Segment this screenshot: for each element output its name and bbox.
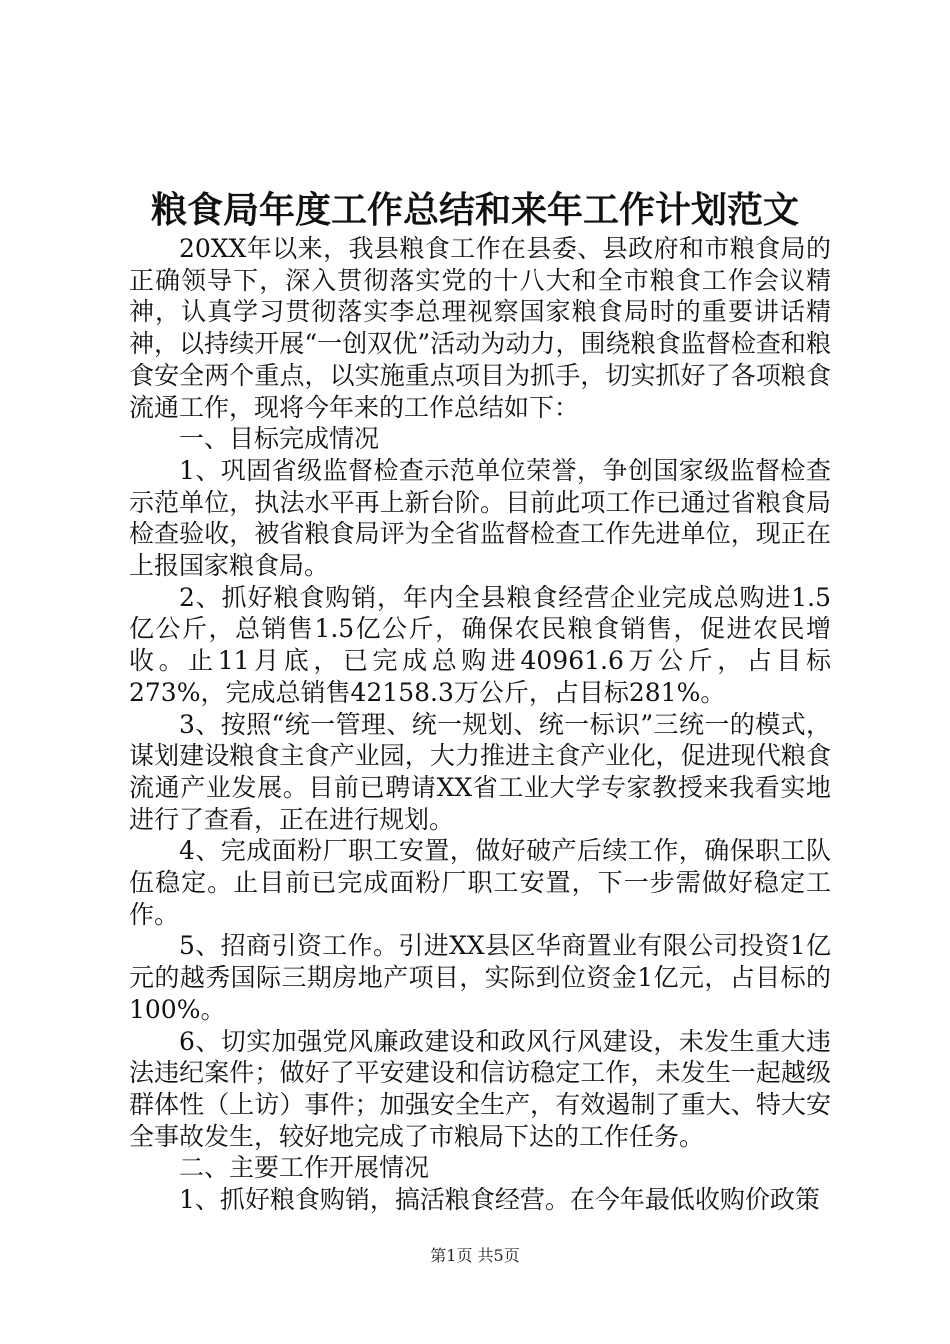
document-body (129, 233, 831, 1216)
intro-paragraph: 20XX年以来，我县粮食工作在县委、县政府和市粮食局的正确领导下，深入贯彻落实党的十八大和全市粮食工作会议精神，认真学习贯彻落实李总理视察国家粮食局时的重要讲话精神，以持续开展“一创双优”活动为动力，围绕粮食监督检查和粮食安全两个重点，以实施重点项目为抓手，切实抓好了各项粮食流通工作，现将今年来的工作总结如下： (129, 234, 831, 422)
paragraph-item: 5、招商引资工作。引进XX县区华商置业有限公司投资1亿元的越秀国际三期房地产项目，实际到位资金1亿元，占目标的100%。 (129, 931, 831, 1024)
paragraph-item: 3、按照“统一管理、统一规划、统一标识”三统一的模式，谋划建设粮食主食产业园，大力推进主食产业化，促进现代粮食流通产业发展。目前已聘请XX省工业大学专家教授来我看实地进行了查看，正在进行规划。 (129, 709, 831, 834)
paragraph-item: 1、抓好粮食购销，搞活粮食经营。在今年最低收购价政策 (179, 1185, 820, 1215)
paragraph-item: 6、切实加强党风廉政建设和政风行风建设，未发生重大违法违纪案件；做好了平安建设和信访稳定工作，未发生一起越级群体性（上访）事件；加强安全生产，有效遏制了重大、特大安全事故发生，较好地完成了市粮局下达的工作任务。 (129, 1026, 831, 1151)
section-heading-1: 一、目标完成情况 (179, 424, 380, 454)
page-number: 第1页 共5页 (430, 1246, 520, 1265)
paragraph-item: 1、巩固省级监督检查示范单位荣誉，争创国家级监督检查示范单位，执法水平再上新台阶。目前此项工作已通过省粮食局检查验收，被省粮食局评为全省监督检查工作先进单位，现正在上报国家粮食局。 (129, 455, 831, 581)
paragraph-item: 2、抓好粮食购销，年内全县粮食经营企业完成总购进1.5亿公斤，总销售1.5亿公斤，确保农民粮食销售，促进农民增收。止11月底，已完成总购进40961.6万公斤，占目标273%，完成总销售42158.3万公斤，占目标281%。 (129, 582, 831, 707)
document-title: 粮食局年度工作总结和来年工作计划范文 (150, 189, 799, 231)
section-heading-2: 二、主要工作开展情况 (179, 1153, 430, 1183)
paragraph-item: 4、完成面粉厂职工安置，做好破产后续工作，确保职工队伍稳定。止目前已完成面粉厂职工安置，下一步需做好稳定工作。 (129, 836, 831, 929)
